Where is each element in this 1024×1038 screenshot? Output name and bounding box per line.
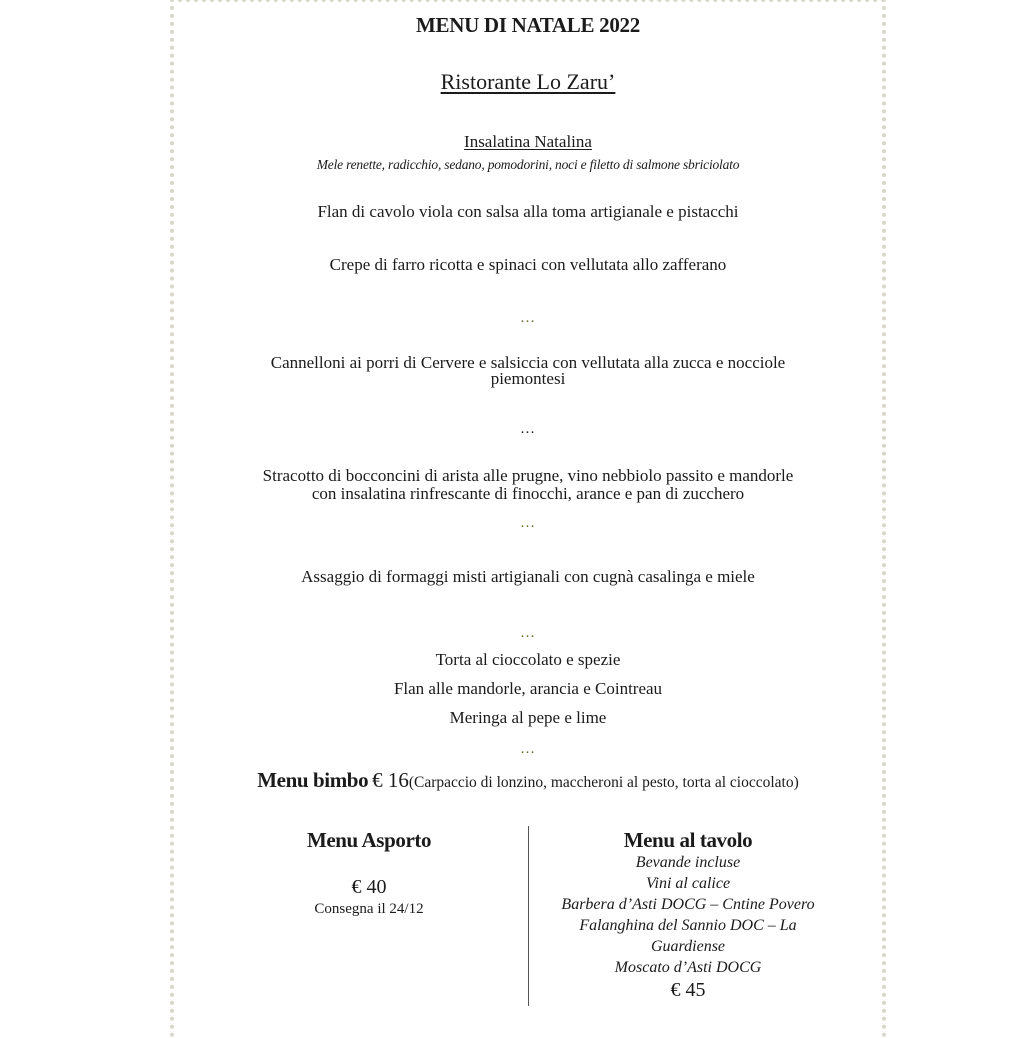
- insalatina-description: Mele renette, radicchio, sedano, pomodorini, noci e filetto di salmone sbriciolato: [316, 157, 740, 172]
- separator-dots: …: [520, 515, 536, 531]
- menu-asporto-title: Menu Asporto: [306, 828, 432, 852]
- menu-tavolo-line: Moscato d’Asti DOCG: [614, 959, 762, 976]
- restaurant-name: Ristorante Lo Zaru’: [440, 69, 616, 94]
- course-stracotto-continued: con insalatina rinfrescante di finocchi, arance e pan di zucchero: [311, 484, 745, 503]
- menu-bimbo-price: € 16: [372, 768, 409, 792]
- separator-dots: …: [520, 310, 536, 326]
- menu-tavolo-line: Barbera d’Asti DOCG – Cntine Povero: [561, 896, 815, 913]
- menu-bimbo: [178, 768, 878, 792]
- menu-asporto-price: € 40: [351, 876, 387, 898]
- menu-tavolo-line: Falanghina del Sannio DOC – La: [579, 917, 797, 934]
- menu-tavolo: [538, 828, 838, 1002]
- course-crepe: Crepe di farro ricotta e spinaci con vellutata allo zafferano: [329, 255, 727, 274]
- dessert-flan: Flan alle mandorle, arancia e Cointreau: [393, 679, 663, 698]
- course-cannelloni-continued: piemontesi: [490, 369, 566, 388]
- separator-dots: …: [520, 421, 536, 437]
- menu-tavolo-title: Menu al tavolo: [623, 828, 753, 852]
- menu-tavolo-price: € 45: [670, 979, 706, 1001]
- menu-tavolo-line: Bevande incluse: [635, 854, 741, 871]
- separator-dots: …: [520, 741, 536, 757]
- column-divider: [528, 826, 529, 1006]
- course-formaggi: Assaggio di formaggi misti artigianali con cugnà casalinga e miele: [301, 567, 755, 586]
- menu-title: MENU DI NATALE 2022: [416, 13, 640, 37]
- menu-asporto-note: Consegna il 24/12: [314, 901, 424, 917]
- course-stracotto: Stracotto di bocconcini di arista alle prugne, vino nebbiolo passito e mandorle: [262, 466, 794, 485]
- menu-bimbo-label: Menu bimbo: [257, 768, 369, 792]
- insalatina-title: Insalatina Natalina: [464, 132, 592, 151]
- dessert-meringa: Meringa al pepe e lime: [449, 708, 607, 727]
- menu-asporto: [268, 828, 470, 918]
- menu-bimbo-description: (Carpaccio di lonzino, maccheroni al pesto, torta al cioccolato): [408, 774, 799, 791]
- dessert-torta: Torta al cioccolato e spezie: [435, 650, 621, 669]
- menu-tavolo-line: Vini al calice: [645, 875, 731, 892]
- menu-tavolo-line: Guardiense: [650, 938, 726, 955]
- separator-dots: …: [520, 625, 536, 641]
- course-cannelloni: Cannelloni ai porri di Cervere e salsiccia con vellutata alla zucca e nocciole: [270, 353, 786, 372]
- course-flan-cavolo: Flan di cavolo viola con salsa alla toma artigianale e pistacchi: [317, 202, 739, 221]
